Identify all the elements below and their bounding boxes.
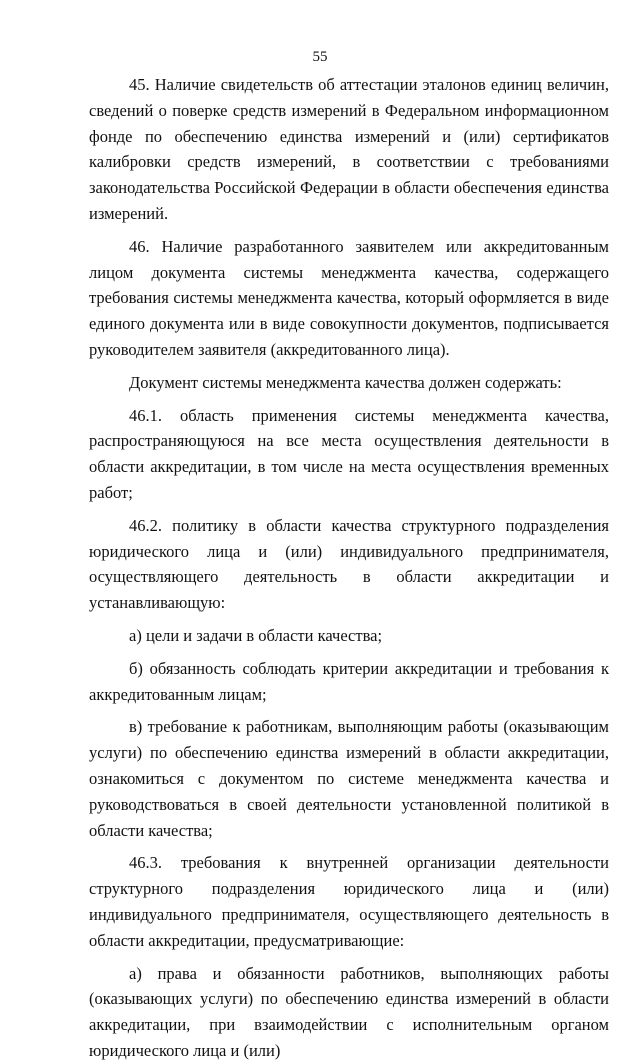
list-item-v: в) требование к работникам, выполняющим работы (оказывающим услуги) по обеспечению единства измерений в области аккредитации, ознакомиться с документом по системе менеджмента качества и руководствоваться в своей деятельности установленной политикой в области качества; [89, 717, 609, 840]
paragraph-45: 45. Наличие свидетельств об аттестации эталонов единиц величин, сведений о поверке средств измерений в Федеральном информационном фонде по обеспечению единства измерений и (или) сертификатов калибровки средств измерений, в соответствии с требованиями законодательства Российской Федерации в области обеспечения единства измерений. [89, 75, 609, 223]
paragraph-46-1: 46.1. область применения системы менеджмента качества, распространяющуюся на все места осуществления деятельности в области аккредитации, в том числе на места осуществления временных работ; [89, 405, 609, 502]
list-item-a: а) цели и задачи в области качества; [129, 625, 383, 645]
paragraph-46-2: 46.2. политику в области качества структурного подразделения юридического лица и (или) индивидуального предпринимателя, осуществляющего деятельность в области аккредитации и устанавливающую: [89, 515, 609, 613]
paragraph-46-3: 46.3. требования к внутренней организации деятельности структурного подразделения юридического лица и (или) индивидуального предпринимателя, осуществляющего деятельность в области аккредитации, предусматривающие: [89, 853, 609, 950]
page-number: 55 [312, 49, 328, 65]
list-item-a-rights: а) права и обязанности работников, выполняющих работы (оказывающих услуги) по обеспечению единства измерений в области аккредитации, при взаимодействии с исполнительным органом юридического лица и (или) [89, 963, 609, 1060]
list-item-b: б) обязанность соблюдать критерии аккредитации и требования к аккредитованным лицам; [89, 658, 609, 704]
paragraph-46: 46. Наличие разработанного заявителем или аккредитованным лицом документа системы менеджмента качества, содержащего требования системы менеджмента качества, который оформляется в виде единого документа или в виде совокупности документов, подписывается руководителем заявителя (аккредитованного лица). [89, 236, 609, 359]
document-body [89, 72, 609, 1064]
paragraph-qms-contents-intro: Документ системы менеджмента качества должен содержать: [129, 372, 562, 392]
